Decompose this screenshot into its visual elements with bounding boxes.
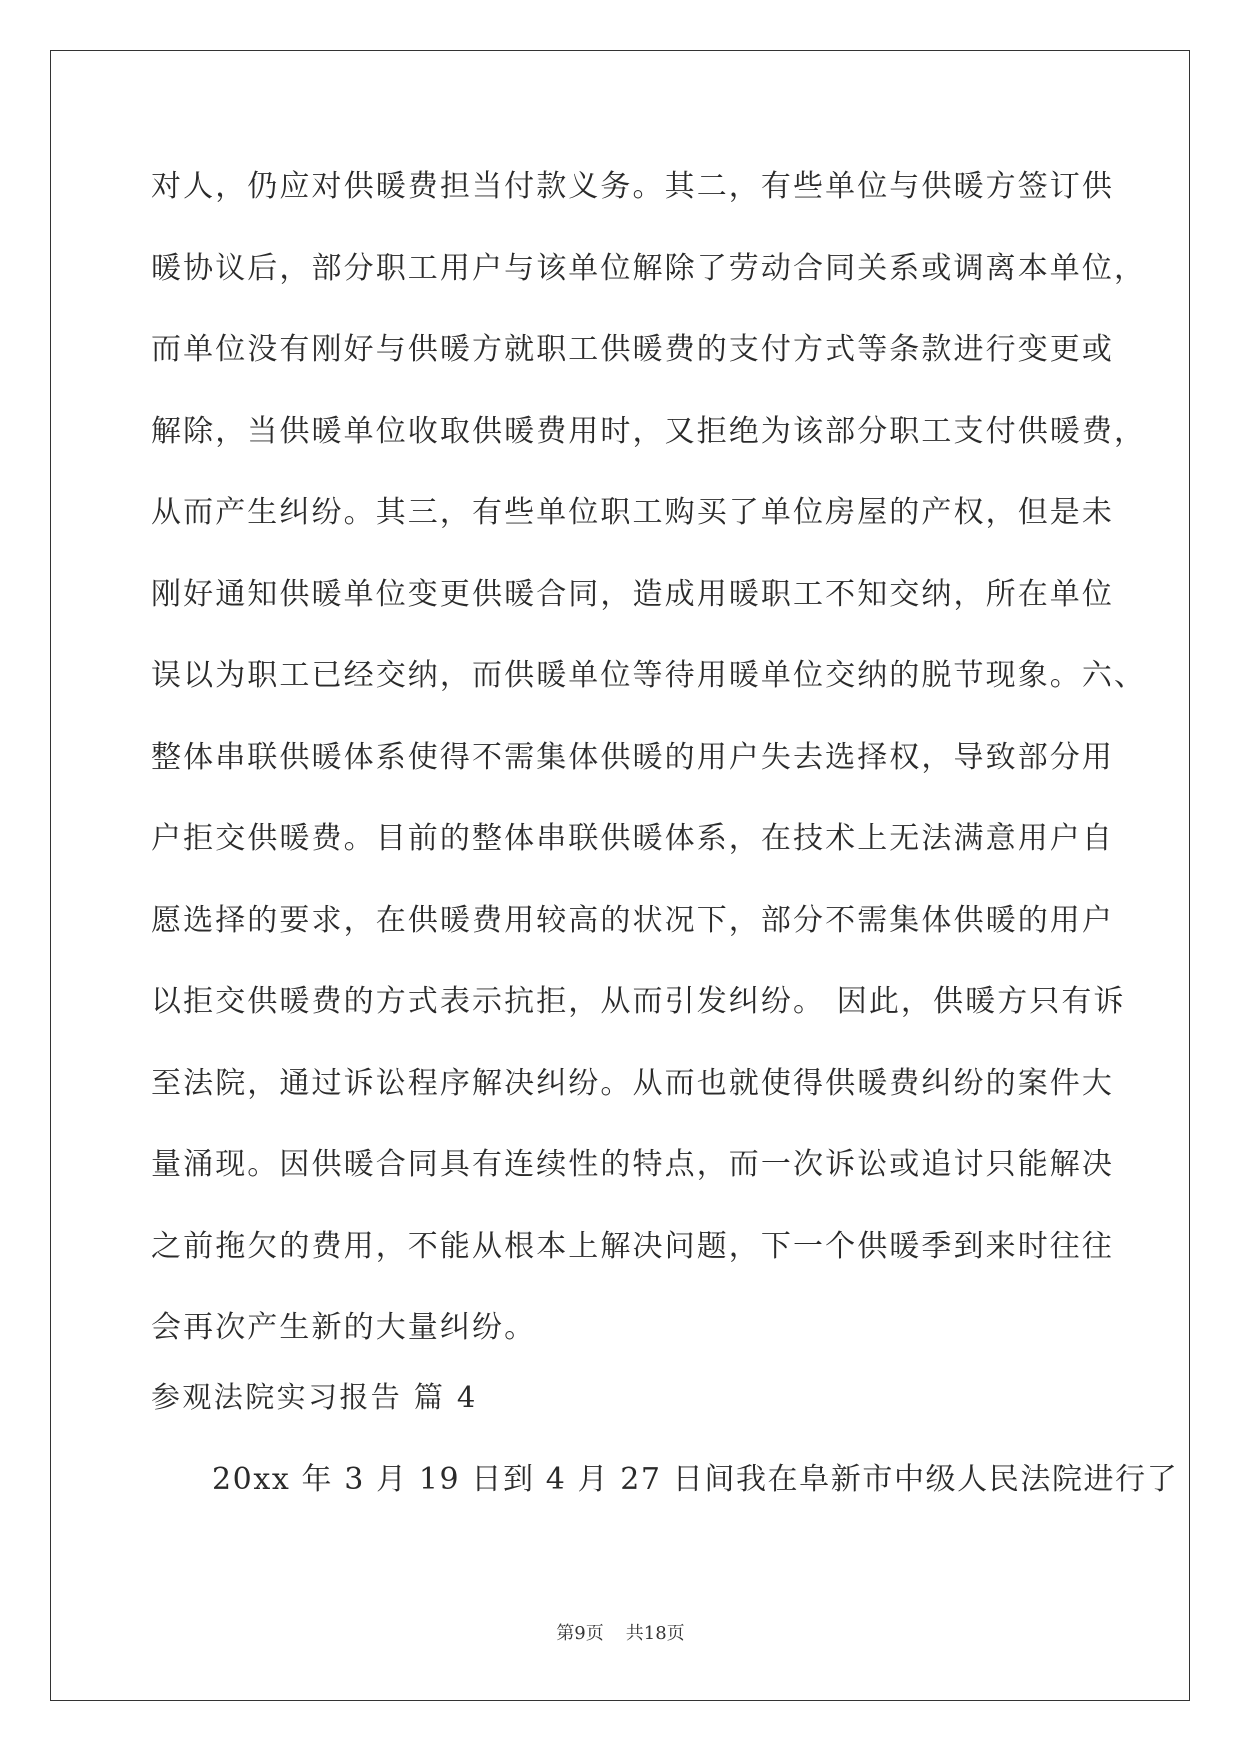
section-heading: 参观法院实习报告 篇 4 — [151, 1380, 478, 1414]
body-line: 对人，仍应对供暖费担当付款义务。其二，有些单位与供暖方签订供 — [151, 169, 1114, 204]
body-line: 解除，当供暖单位收取供暖费用时，又拒绝为该部分职工支付供暖费， — [151, 413, 1147, 449]
section-intro-line: 20xx 年 3 月 19 日到 4 月 27 日间我在阜新市中级人民法院进行了 — [212, 1462, 1179, 1497]
body-line: 会再次产生新的大量纠纷。 — [151, 1310, 537, 1345]
body-line: 至法院，通过诉讼程序解决纠纷。从而也就使得供暖费纠纷的案件大 — [151, 1065, 1114, 1101]
body-line: 以拒交供暖费的方式表示抗拒，从而引发纠纷。 因此，供暖方只有诉 — [151, 984, 1126, 1019]
body-line: 从而产生纠纷。其三，有些单位职工购买了单位房屋的产权，但是未 — [151, 495, 1114, 530]
body-text — [151, 163, 1147, 1386]
body-line: 刚好通知供暖单位变更供暖合同，造成用暖职工不知交纳，所在单位 — [151, 576, 1114, 612]
page-number: 第9页 — [556, 1623, 604, 1644]
body-line: 户拒交供暖费。目前的整体串联供暖体系，在技术上无法满意用户自 — [151, 821, 1114, 856]
body-line: 整体串联供暖体系使得不需集体供暖的用户失去选择权，导致部分用 — [151, 739, 1114, 775]
body-line: 量涌现。因供暖合同具有连续性的特点，而一次诉讼或追讨只能解决 — [151, 1147, 1114, 1182]
page-footer — [0, 1620, 1241, 1648]
body-line: 而单位没有刚好与供暖方就职工供暖费的支付方式等条款进行变更或 — [151, 332, 1114, 367]
body-line: 误以为职工已经交纳，而供暖单位等待用暖单位交纳的脱节现象。六、 — [151, 658, 1147, 693]
body-line: 愿选择的要求，在供暖费用较高的状况下，部分不需集体供暖的用户 — [151, 902, 1114, 938]
page-total: 共18页 — [625, 1623, 685, 1644]
body-line: 暖协议后，部分职工用户与该单位解除了劳动合同关系或调离本单位， — [151, 250, 1147, 286]
body-line: 之前拖欠的费用，不能从根本上解决问题，下一个供暖季到来时往往 — [151, 1228, 1114, 1264]
